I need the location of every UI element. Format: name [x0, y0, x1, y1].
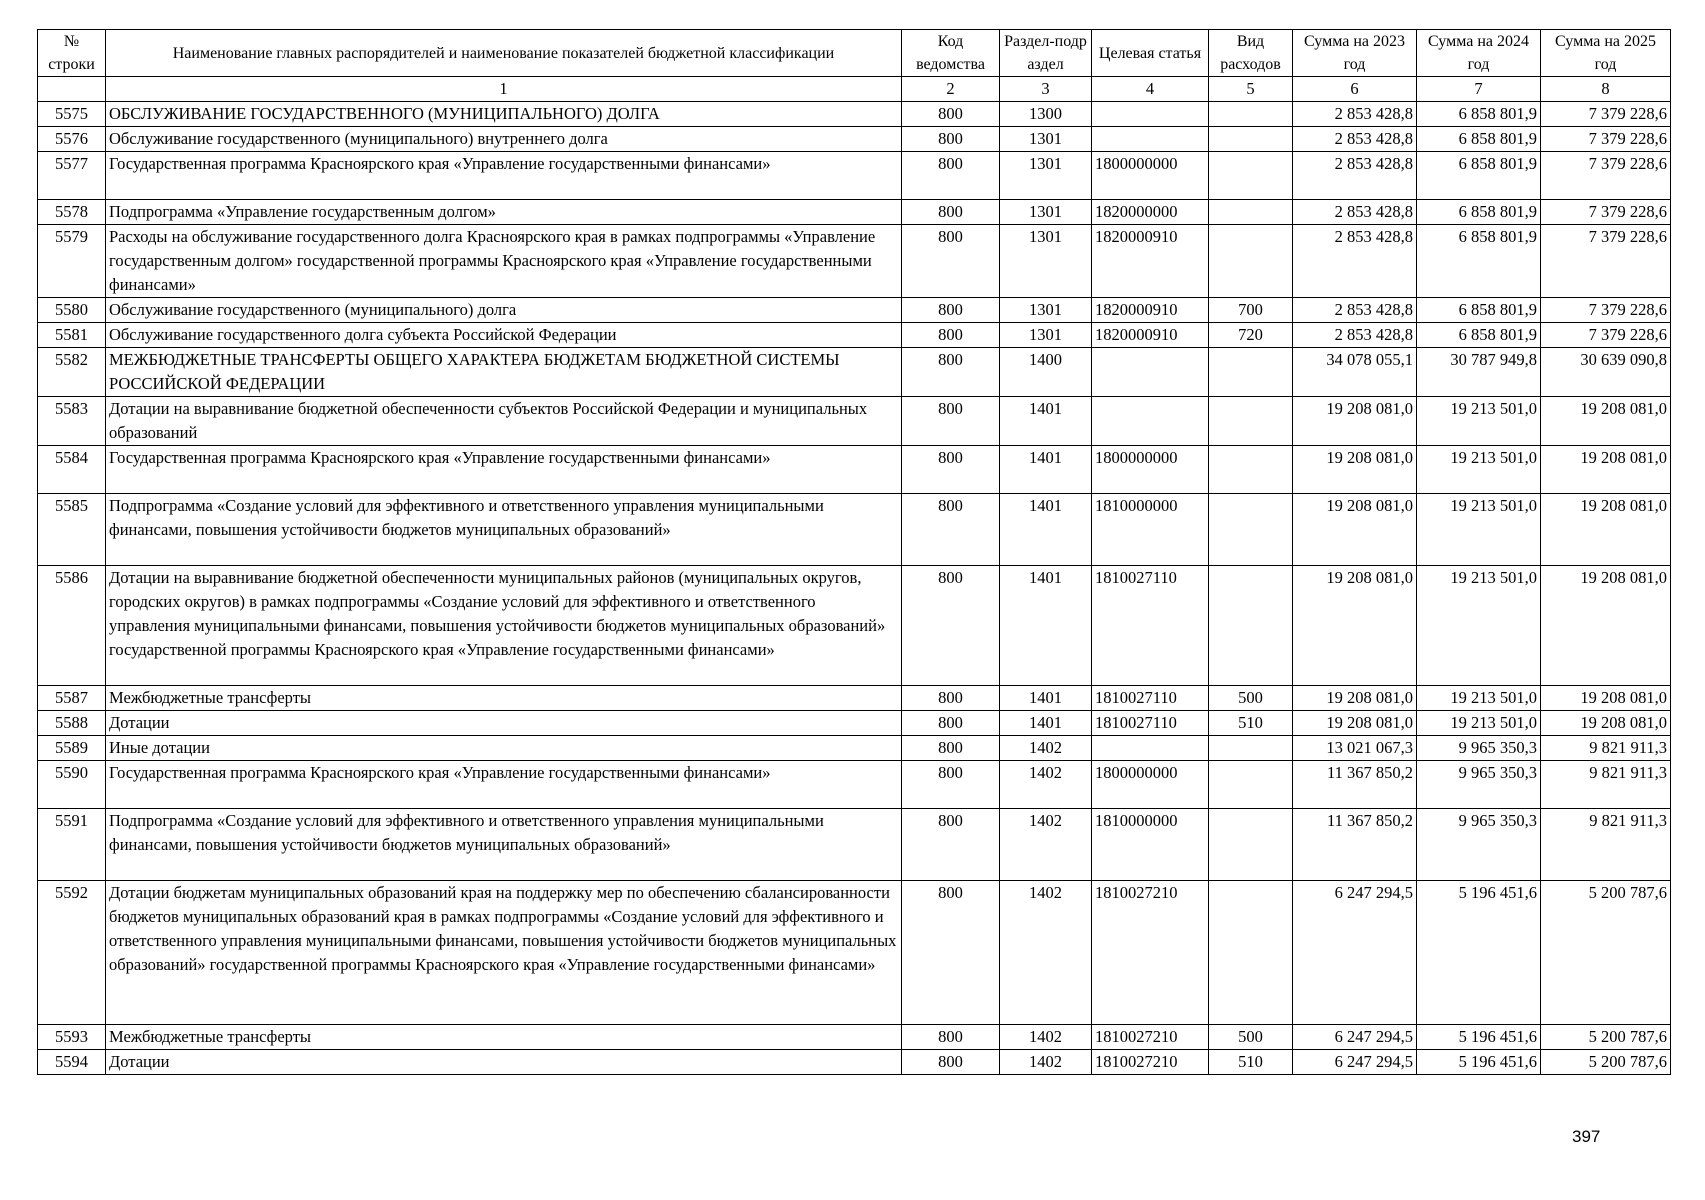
table-row	[38, 348, 1671, 397]
row-sum-2023: 34 078 055,1	[1293, 348, 1417, 397]
row-vid	[1209, 397, 1293, 446]
row-name: Дотации на выравнивание бюджетной обеспеченности субъектов Российской Федерации и муниципальных образований	[106, 397, 902, 446]
row-razd: 1401	[1000, 711, 1092, 736]
row-cel	[1092, 348, 1209, 397]
row-sum-2023: 11 367 850,2	[1293, 761, 1417, 809]
row-vid	[1209, 127, 1293, 152]
row-vid	[1209, 881, 1293, 1025]
row-razd: 1401	[1000, 566, 1092, 686]
col-number: 1	[106, 77, 902, 102]
row-vid	[1209, 102, 1293, 127]
row-name: МЕЖБЮДЖЕТНЫЕ ТРАНСФЕРТЫ ОБЩЕГО ХАРАКТЕРА БЮДЖЕТАМ БЮДЖЕТНОЙ СИСТЕМЫ РОССИЙСКОЙ ФЕДЕРАЦИИ	[106, 348, 902, 397]
row-name: Подпрограмма «Создание условий для эффективного и ответственного управления муниципальными финансами, повышения устойчивости бюджетов муниципальных образований»	[106, 809, 902, 881]
row-vid	[1209, 348, 1293, 397]
row-sum-2024: 19 213 501,0	[1417, 397, 1541, 446]
page-number: 397	[1572, 1127, 1601, 1146]
row-number: 5589	[38, 736, 106, 761]
row-sum-2024: 19 213 501,0	[1417, 711, 1541, 736]
column-numbers-row	[38, 77, 1671, 102]
row-ved: 800	[902, 494, 1000, 566]
row-name: Дотации бюджетам муниципальных образований края на поддержку мер по обеспечению сбалансированности бюджетов муниципальных образований края в рамках подпрограммы «Создание условий для эффективного и ответственного управления муниципальными финансами, повышения устойчивости бюджетов муниципальных образований» государственной программы Красноярского края «Управление государственными финансами»	[106, 881, 902, 1025]
row-sum-2025: 5 200 787,6	[1541, 881, 1671, 1025]
row-vid: 500	[1209, 1025, 1293, 1050]
row-sum-2025: 19 208 081,0	[1541, 494, 1671, 566]
row-cel: 1800000000	[1092, 761, 1209, 809]
row-cel: 1820000910	[1092, 323, 1209, 348]
row-razd: 1301	[1000, 225, 1092, 298]
row-cel: 1800000000	[1092, 446, 1209, 494]
row-ved: 800	[902, 1025, 1000, 1050]
row-cel: 1810027210	[1092, 1025, 1209, 1050]
row-name: Межбюджетные трансферты	[106, 686, 902, 711]
row-sum-2023: 19 208 081,0	[1293, 494, 1417, 566]
row-sum-2024: 5 196 451,6	[1417, 1025, 1541, 1050]
table-row	[38, 736, 1671, 761]
col-number: 8	[1541, 77, 1671, 102]
row-name: Расходы на обслуживание государственного долга Красноярского края в рамках подпрограммы «Управление государственным долгом» государственной программы Красноярского края «Управление государственными финансами»	[106, 225, 902, 298]
header-s2023: Сумма на 2023 год	[1293, 30, 1417, 77]
row-razd: 1301	[1000, 298, 1092, 323]
row-razd: 1301	[1000, 127, 1092, 152]
row-ved: 800	[902, 1050, 1000, 1075]
row-sum-2024: 19 213 501,0	[1417, 446, 1541, 494]
row-sum-2025: 9 821 911,3	[1541, 761, 1671, 809]
row-sum-2023: 11 367 850,2	[1293, 809, 1417, 881]
row-vid: 510	[1209, 711, 1293, 736]
col-number: 7	[1417, 77, 1541, 102]
row-number: 5576	[38, 127, 106, 152]
row-number: 5581	[38, 323, 106, 348]
header-razd: Раздел-подраздел	[1000, 30, 1092, 77]
row-vid	[1209, 809, 1293, 881]
row-ved: 800	[902, 686, 1000, 711]
header-vid: Вид расходов	[1209, 30, 1293, 77]
row-sum-2025: 7 379 228,6	[1541, 102, 1671, 127]
row-cel	[1092, 736, 1209, 761]
row-number: 5579	[38, 225, 106, 298]
row-razd: 1301	[1000, 152, 1092, 200]
col-number: 3	[1000, 77, 1092, 102]
row-cel: 1810027110	[1092, 686, 1209, 711]
row-ved: 800	[902, 711, 1000, 736]
row-razd: 1402	[1000, 1050, 1092, 1075]
row-ved: 800	[902, 225, 1000, 298]
row-razd: 1400	[1000, 348, 1092, 397]
row-cel: 1810027110	[1092, 711, 1209, 736]
row-razd: 1402	[1000, 809, 1092, 881]
col-number: 6	[1293, 77, 1417, 102]
row-sum-2024: 6 858 801,9	[1417, 225, 1541, 298]
row-sum-2025: 19 208 081,0	[1541, 446, 1671, 494]
row-vid	[1209, 736, 1293, 761]
row-ved: 800	[902, 348, 1000, 397]
row-cel: 1800000000	[1092, 152, 1209, 200]
row-cel: 1820000000	[1092, 200, 1209, 225]
row-number: 5590	[38, 761, 106, 809]
table-row	[38, 152, 1671, 200]
row-sum-2024: 19 213 501,0	[1417, 566, 1541, 686]
row-name: Иные дотации	[106, 736, 902, 761]
row-sum-2024: 5 196 451,6	[1417, 881, 1541, 1025]
row-name: Обслуживание государственного (муниципального) внутреннего долга	[106, 127, 902, 152]
row-name: Дотации на выравнивание бюджетной обеспеченности муниципальных районов (муниципальных округов, городских округов) в рамках подпрограммы «Создание условий для эффективного и ответственного управления муниципальными финансами, повышения устойчивости бюджетов муниципальных образований» государственной программы Красноярского края «Управление государственными финансами»	[106, 566, 902, 686]
table-row	[38, 225, 1671, 298]
row-sum-2025: 7 379 228,6	[1541, 225, 1671, 298]
row-name: Дотации	[106, 1050, 902, 1075]
row-cel: 1820000910	[1092, 298, 1209, 323]
row-cel: 1810027210	[1092, 1050, 1209, 1075]
table-row	[38, 200, 1671, 225]
row-name: Государственная программа Красноярского края «Управление государственными финансами»	[106, 152, 902, 200]
row-number: 5587	[38, 686, 106, 711]
row-razd: 1401	[1000, 446, 1092, 494]
row-sum-2024: 30 787 949,8	[1417, 348, 1541, 397]
row-ved: 800	[902, 809, 1000, 881]
row-vid	[1209, 761, 1293, 809]
row-cel: 1810027210	[1092, 881, 1209, 1025]
row-cel: 1820000910	[1092, 225, 1209, 298]
row-cel: 1810000000	[1092, 809, 1209, 881]
row-sum-2023: 19 208 081,0	[1293, 397, 1417, 446]
row-ved: 800	[902, 127, 1000, 152]
row-sum-2023: 19 208 081,0	[1293, 446, 1417, 494]
table-row	[38, 881, 1671, 1025]
row-sum-2024: 6 858 801,9	[1417, 152, 1541, 200]
row-sum-2024: 5 196 451,6	[1417, 1050, 1541, 1075]
row-sum-2025: 19 208 081,0	[1541, 397, 1671, 446]
table-row	[38, 1050, 1671, 1075]
row-sum-2025: 5 200 787,6	[1541, 1050, 1671, 1075]
row-number: 5580	[38, 298, 106, 323]
row-sum-2025: 19 208 081,0	[1541, 686, 1671, 711]
row-sum-2025: 5 200 787,6	[1541, 1025, 1671, 1050]
col-number: 4	[1092, 77, 1209, 102]
row-razd: 1301	[1000, 323, 1092, 348]
row-vid	[1209, 566, 1293, 686]
row-number: 5594	[38, 1050, 106, 1075]
row-ved: 800	[902, 397, 1000, 446]
table-row	[38, 686, 1671, 711]
row-sum-2024: 19 213 501,0	[1417, 494, 1541, 566]
row-number: 5593	[38, 1025, 106, 1050]
row-razd: 1300	[1000, 102, 1092, 127]
col-number: 5	[1209, 77, 1293, 102]
row-vid	[1209, 200, 1293, 225]
row-name: Подпрограмма «Создание условий для эффективного и ответственного управления муниципальными финансами, повышения устойчивости бюджетов муниципальных образований»	[106, 494, 902, 566]
row-sum-2024: 6 858 801,9	[1417, 102, 1541, 127]
row-sum-2025: 7 379 228,6	[1541, 152, 1671, 200]
row-sum-2025: 7 379 228,6	[1541, 298, 1671, 323]
table-row	[38, 127, 1671, 152]
row-name: ОБСЛУЖИВАНИЕ ГОСУДАРСТВЕННОГО (МУНИЦИПАЛЬНОГО) ДОЛГА	[106, 102, 902, 127]
header-s2025: Сумма на 2025 год	[1541, 30, 1671, 77]
row-sum-2023: 2 853 428,8	[1293, 152, 1417, 200]
row-vid: 500	[1209, 686, 1293, 711]
row-ved: 800	[902, 102, 1000, 127]
row-name: Подпрограмма «Управление государственным долгом»	[106, 200, 902, 225]
table-row	[38, 298, 1671, 323]
row-number: 5577	[38, 152, 106, 200]
header-s2024: Сумма на 2024 год	[1417, 30, 1541, 77]
row-razd: 1401	[1000, 686, 1092, 711]
row-name: Обслуживание государственного (муниципального) долга	[106, 298, 902, 323]
row-ved: 800	[902, 736, 1000, 761]
table-row	[38, 397, 1671, 446]
row-name: Обслуживание государственного долга субъекта Российской Федерации	[106, 323, 902, 348]
table-row	[38, 102, 1671, 127]
row-sum-2024: 9 965 350,3	[1417, 809, 1541, 881]
row-cel	[1092, 127, 1209, 152]
row-number: 5578	[38, 200, 106, 225]
row-number: 5575	[38, 102, 106, 127]
header-row	[38, 30, 1671, 77]
row-sum-2024: 6 858 801,9	[1417, 298, 1541, 323]
row-razd: 1401	[1000, 494, 1092, 566]
row-sum-2023: 6 247 294,5	[1293, 1050, 1417, 1075]
row-cel	[1092, 397, 1209, 446]
table-row	[38, 761, 1671, 809]
row-sum-2023: 2 853 428,8	[1293, 127, 1417, 152]
table-row	[38, 494, 1671, 566]
row-number: 5582	[38, 348, 106, 397]
row-sum-2023: 2 853 428,8	[1293, 323, 1417, 348]
table-row	[38, 711, 1671, 736]
row-sum-2023: 2 853 428,8	[1293, 298, 1417, 323]
row-sum-2023: 2 853 428,8	[1293, 102, 1417, 127]
row-vid	[1209, 446, 1293, 494]
header-ved: Код ведомства	[902, 30, 1000, 77]
header-name: Наименование главных распорядителей и наименование показателей бюджетной классификации	[106, 30, 902, 77]
row-number: 5588	[38, 711, 106, 736]
row-sum-2024: 9 965 350,3	[1417, 761, 1541, 809]
row-name: Государственная программа Красноярского края «Управление государственными финансами»	[106, 761, 902, 809]
row-ved: 800	[902, 298, 1000, 323]
col-number	[38, 77, 106, 102]
row-sum-2025: 7 379 228,6	[1541, 200, 1671, 225]
row-vid	[1209, 494, 1293, 566]
row-vid: 700	[1209, 298, 1293, 323]
row-sum-2023: 2 853 428,8	[1293, 200, 1417, 225]
row-vid: 720	[1209, 323, 1293, 348]
row-sum-2023: 19 208 081,0	[1293, 566, 1417, 686]
row-sum-2023: 19 208 081,0	[1293, 711, 1417, 736]
row-sum-2025: 30 639 090,8	[1541, 348, 1671, 397]
row-number: 5591	[38, 809, 106, 881]
row-sum-2023: 2 853 428,8	[1293, 225, 1417, 298]
table-row	[38, 446, 1671, 494]
row-cel	[1092, 102, 1209, 127]
header-cel: Целевая статья	[1092, 30, 1209, 77]
row-sum-2025: 19 208 081,0	[1541, 566, 1671, 686]
col-number: 2	[902, 77, 1000, 102]
row-number: 5585	[38, 494, 106, 566]
row-ved: 800	[902, 881, 1000, 1025]
row-sum-2023: 13 021 067,3	[1293, 736, 1417, 761]
row-sum-2025: 7 379 228,6	[1541, 127, 1671, 152]
row-sum-2024: 6 858 801,9	[1417, 323, 1541, 348]
row-sum-2023: 6 247 294,5	[1293, 1025, 1417, 1050]
header-num: № строки	[38, 30, 106, 77]
row-name: Дотации	[106, 711, 902, 736]
row-vid	[1209, 225, 1293, 298]
budget-table	[37, 29, 1671, 1075]
row-vid	[1209, 152, 1293, 200]
row-sum-2024: 19 213 501,0	[1417, 686, 1541, 711]
row-cel: 1810027110	[1092, 566, 1209, 686]
row-name: Межбюджетные трансферты	[106, 1025, 902, 1050]
table-row	[38, 323, 1671, 348]
row-razd: 1301	[1000, 200, 1092, 225]
row-ved: 800	[902, 761, 1000, 809]
row-sum-2023: 6 247 294,5	[1293, 881, 1417, 1025]
row-razd: 1402	[1000, 881, 1092, 1025]
row-number: 5586	[38, 566, 106, 686]
table-row	[38, 566, 1671, 686]
row-vid: 510	[1209, 1050, 1293, 1075]
row-ved: 800	[902, 566, 1000, 686]
row-sum-2023: 19 208 081,0	[1293, 686, 1417, 711]
row-ved: 800	[902, 446, 1000, 494]
row-number: 5584	[38, 446, 106, 494]
row-razd: 1402	[1000, 736, 1092, 761]
row-sum-2025: 9 821 911,3	[1541, 736, 1671, 761]
row-sum-2024: 9 965 350,3	[1417, 736, 1541, 761]
row-cel: 1810000000	[1092, 494, 1209, 566]
row-number: 5592	[38, 881, 106, 1025]
row-sum-2024: 6 858 801,9	[1417, 200, 1541, 225]
row-sum-2025: 19 208 081,0	[1541, 711, 1671, 736]
table-row	[38, 1025, 1671, 1050]
table-row	[38, 809, 1671, 881]
row-sum-2025: 9 821 911,3	[1541, 809, 1671, 881]
row-sum-2025: 7 379 228,6	[1541, 323, 1671, 348]
row-ved: 800	[902, 152, 1000, 200]
row-ved: 800	[902, 200, 1000, 225]
row-razd: 1402	[1000, 761, 1092, 809]
row-sum-2024: 6 858 801,9	[1417, 127, 1541, 152]
row-razd: 1401	[1000, 397, 1092, 446]
row-number: 5583	[38, 397, 106, 446]
row-name: Государственная программа Красноярского края «Управление государственными финансами»	[106, 446, 902, 494]
row-ved: 800	[902, 323, 1000, 348]
row-razd: 1402	[1000, 1025, 1092, 1050]
